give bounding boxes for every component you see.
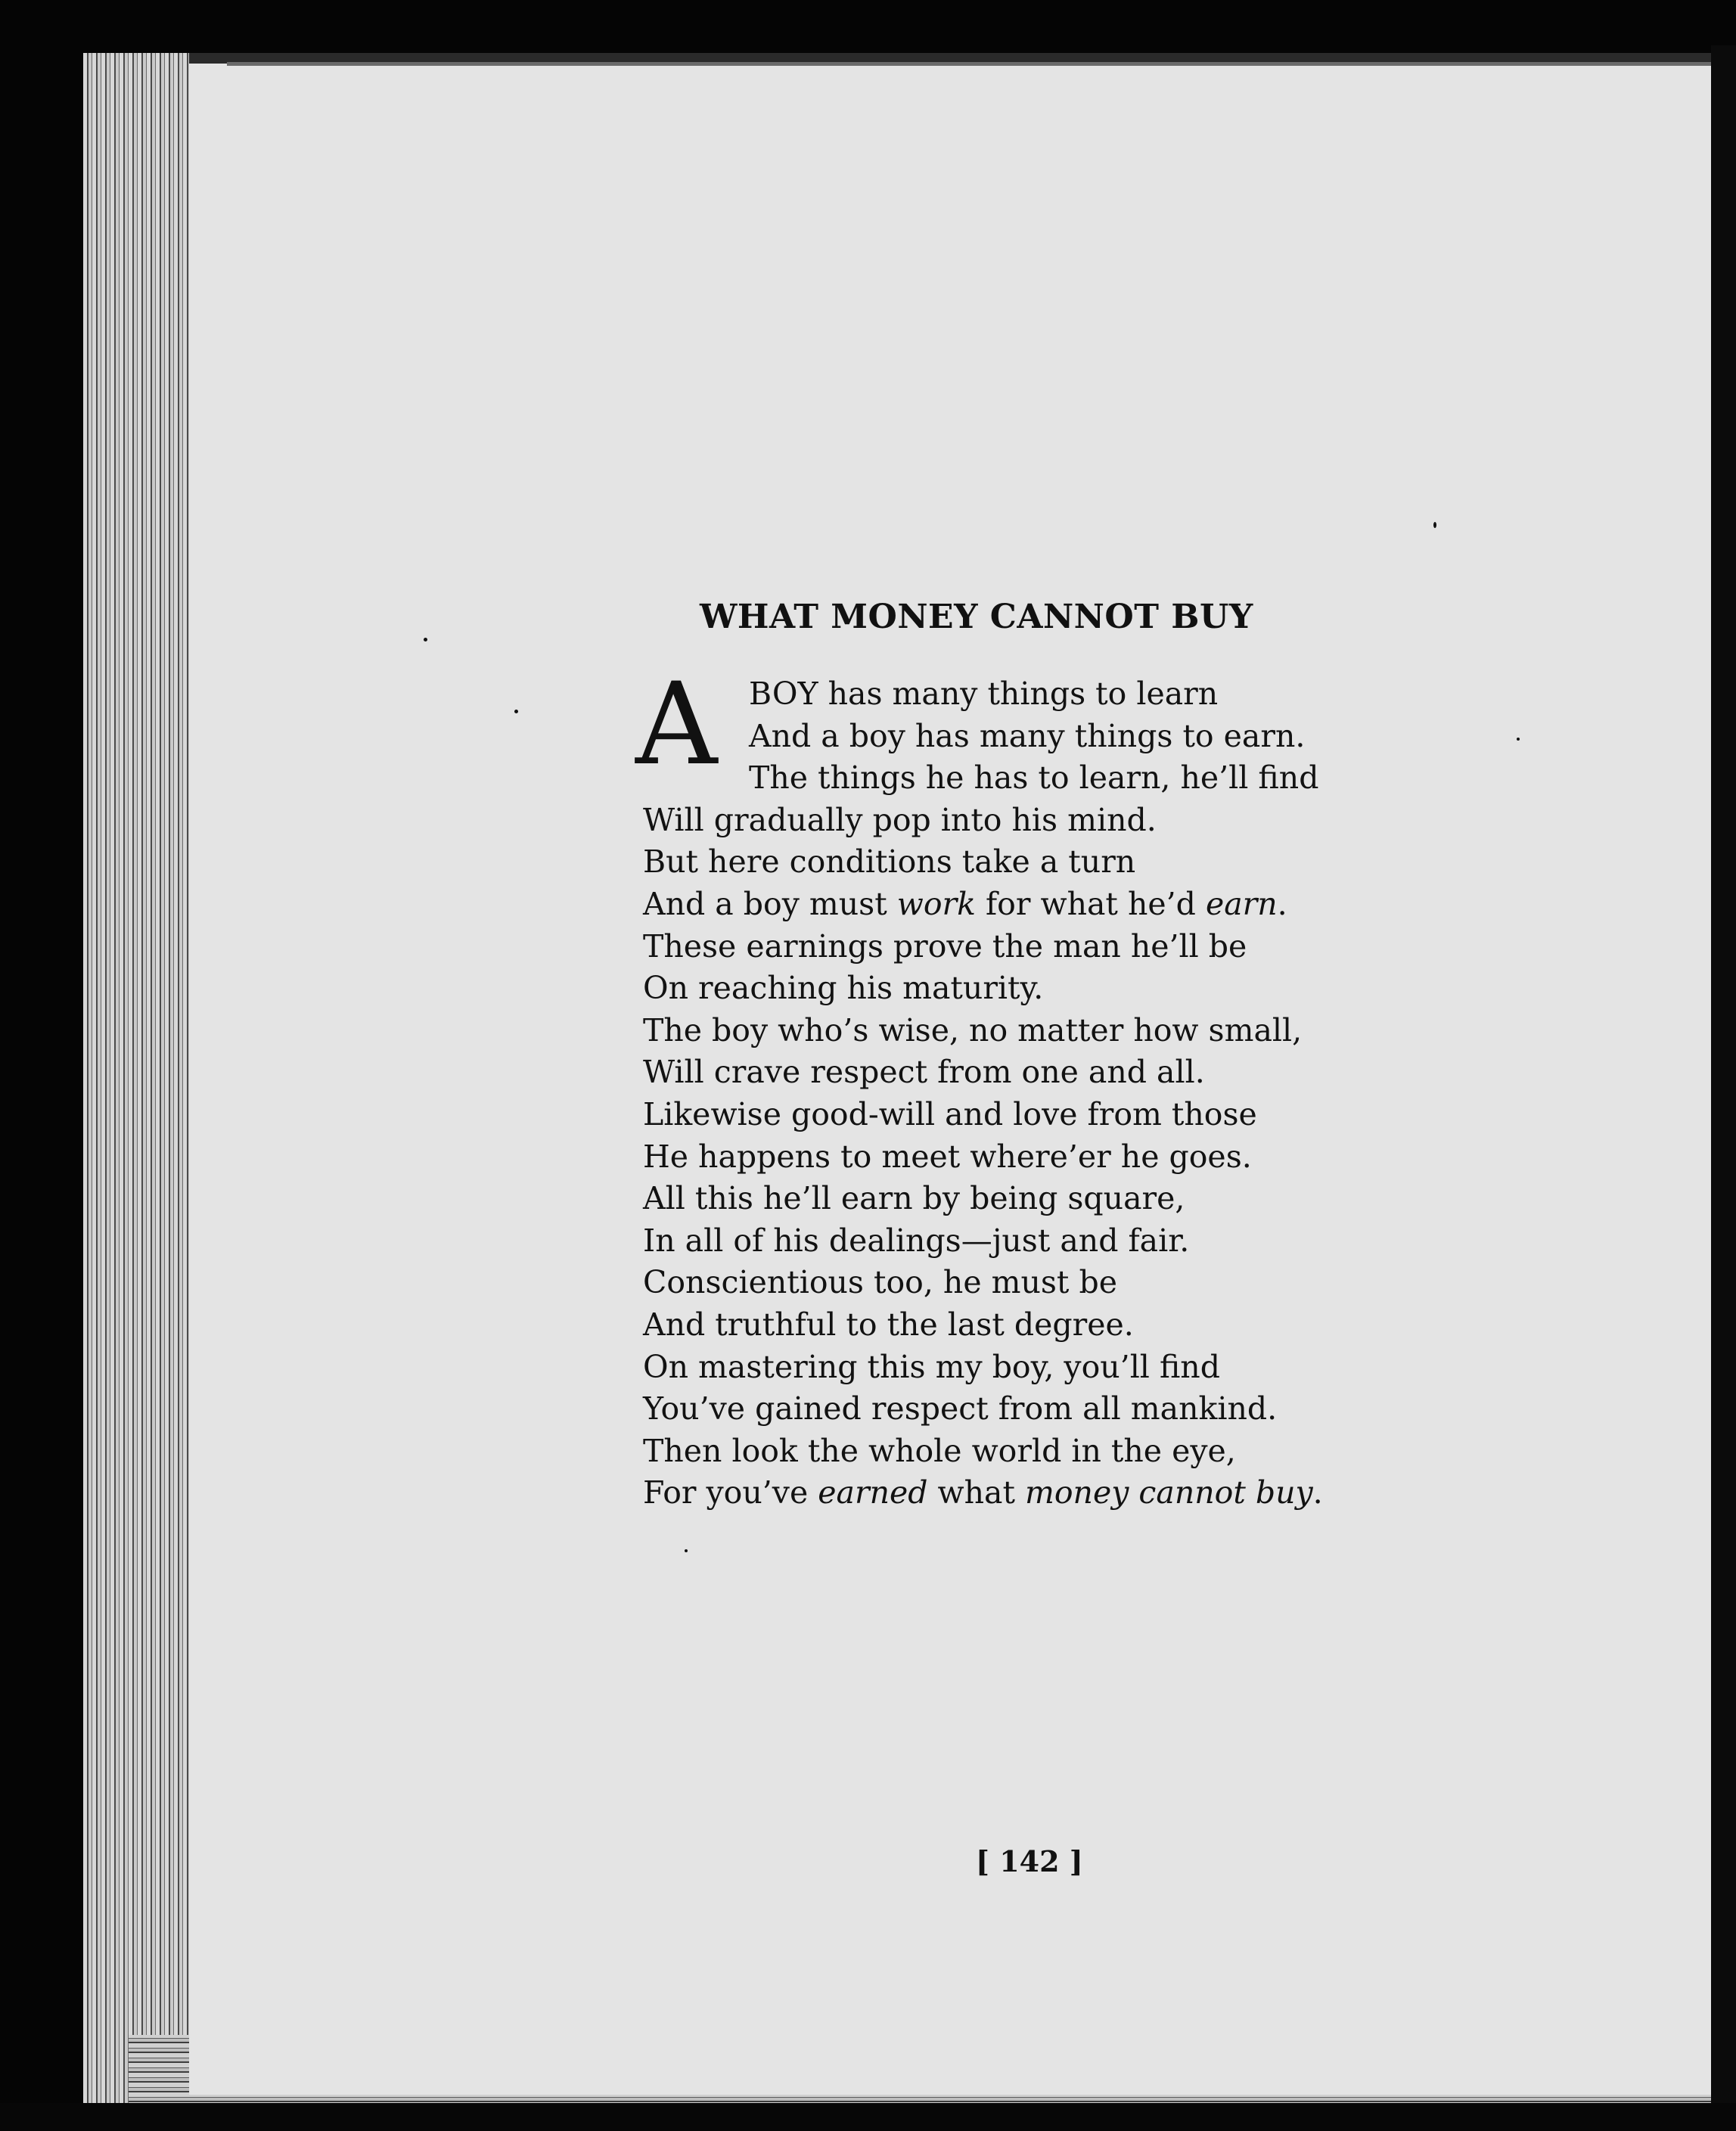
poem-line [643,841,1399,884]
bottom-shadow [0,2103,1736,2131]
poem-line-text: for what he’d [975,885,1206,922]
poem-line-text: . [1277,885,1287,922]
poem-line-text: You’ve gained respect from all mankind. [643,1390,1278,1427]
poem-line-text: But here conditions take a turn [643,843,1136,881]
emphasis-text: earn [1205,885,1278,922]
dust-speck [424,638,427,641]
dust-speck [1517,738,1520,741]
poem-line [643,1472,1399,1514]
dust-speck [685,1549,688,1552]
poem-line-text: BOY has many things to learn [749,676,1219,712]
poem-line [643,1136,1399,1179]
poem-line-text: On mastering this my boy, you’ll find [643,1348,1220,1385]
poem-line [643,884,1399,926]
poem-line [643,1094,1399,1136]
right-shadow [1711,45,1736,2131]
poem-line-text: On reaching his maturity. [643,970,1044,1007]
poem-line-text: Then look the whole world in the eye, [643,1432,1236,1469]
drop-cap: A [635,659,718,791]
poem-line [643,1431,1399,1473]
emphasis-text: money cannot buy [1025,1474,1313,1511]
poem-line-text: Conscientious too, he must be [643,1264,1117,1301]
poem-line-text: what [927,1474,1025,1511]
page-top-edge [227,62,1717,66]
poem-line-text: Will gradually pop into his mind. [643,801,1157,838]
poem-line [643,1262,1399,1304]
poem-line [643,1220,1399,1263]
poem-line [643,1388,1399,1431]
poem-line [643,1010,1399,1052]
poem-line [643,716,1399,758]
poem-line [643,968,1399,1010]
poem-line [643,1178,1399,1220]
poem-line-text: And a boy must [643,885,897,922]
poem-line [643,757,1399,800]
poem-line-text: All this he’ll earn by being square, [643,1180,1185,1217]
poem-line-text: The boy who’s wise, no matter how small, [643,1011,1303,1048]
poem-line [643,673,1399,716]
poem-line-text: . [1312,1474,1323,1511]
poem-line-text: And a boy has many things to earn. [749,717,1306,754]
poem-line-text: He happens to meet where’er he goes. [643,1138,1252,1175]
poem-line [643,800,1399,842]
poem-line [643,1304,1399,1347]
poem-line-text: Likewise good-will and love from those [643,1095,1257,1132]
poem-line-text: And truthful to the last degree. [643,1306,1134,1343]
poem-line-text: For you’ve [643,1474,818,1511]
dust-speck [1433,522,1436,528]
page-number: [ 142 ] [976,1844,1083,1878]
poem-line [643,926,1399,968]
poem-line-text: In all of his dealings—just and fair. [643,1222,1190,1259]
poem-title: WHAT MONEY CANNOT BUY [700,598,1253,636]
emphasis-text: work [896,885,976,922]
poem-line-text: These earnings prove the man he’ll be [643,927,1247,965]
poem-line [643,1052,1399,1094]
poem-line [643,1347,1399,1389]
emphasis-text: earned [818,1474,928,1511]
dust-speck [514,710,518,713]
poem-line-text: The things he has to learn, he’ll find [749,760,1319,797]
poem-body [643,673,1399,1514]
poem-line-text: Will crave respect from one and all. [643,1054,1205,1091]
